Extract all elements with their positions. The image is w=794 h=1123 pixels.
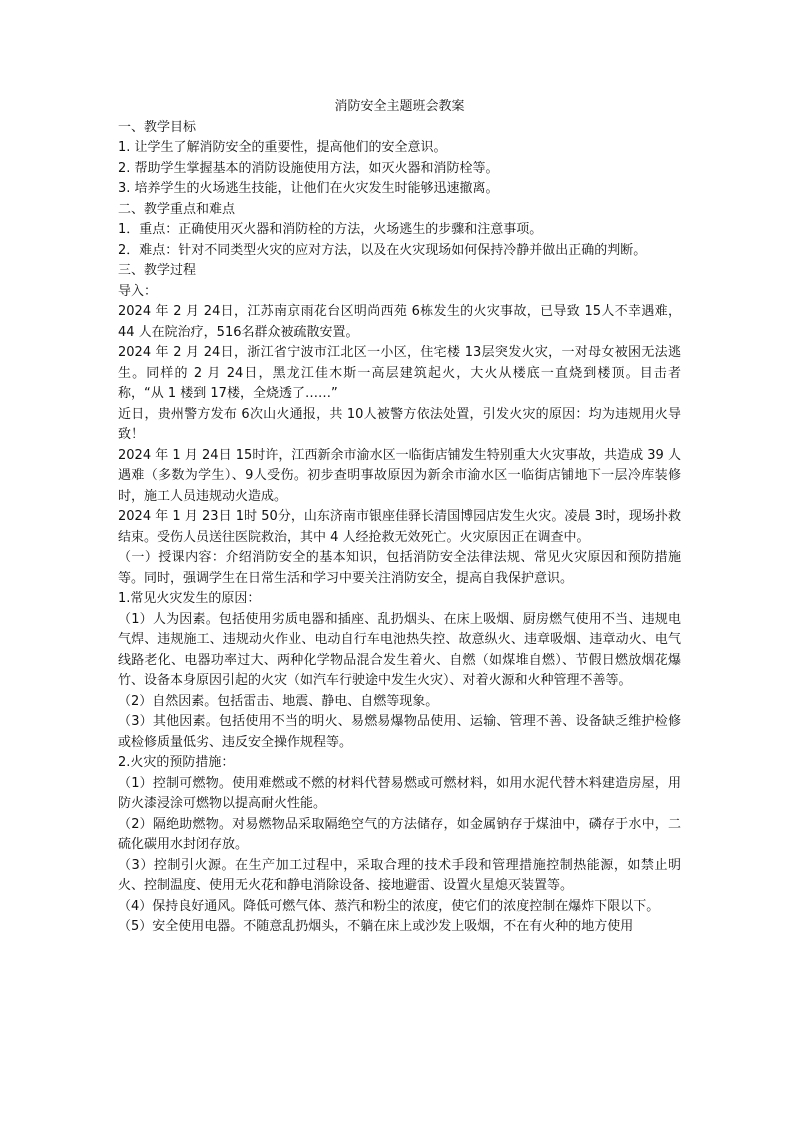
paragraph: 导入： xyxy=(118,283,158,299)
paragraph: 2024 年 2 月 24日，江苏南京雨花台区明尚西苑 6栋发生的火灾事故，已导致 15人不幸遇难，44 人在院治疗，516名群众被疏散安置。 xyxy=(118,304,681,340)
paragraph: （4）保持良好通风。降低可燃气体、蒸汽和粉尘的浓度，使它们的浓度控制在爆炸下限以下。 xyxy=(118,898,660,914)
paragraph: 2024 年 2 月 24日，浙江省宁波市江北区一小区，住宅楼 13层突发火灾，一对母女被困无法逃生。同样的 2 月 24日，黑龙江佳木斯一高层建筑起火，大火从楼底一直烧到楼顶。目击者称，“从 1 楼到 17楼，全烧透了……” xyxy=(118,345,681,401)
subheading-prevention: 2.火灾的预防措施： xyxy=(118,755,235,770)
paragraph: 近日，贵州警方发布 6次山火通报，共 10人被警方依法处置，引发火灾的原因：均为违规用火导致！ xyxy=(118,406,681,442)
section-heading-process: 三、教学过程 xyxy=(118,263,197,278)
paragraph: 1. 让学生了解消防安全的重要性，提高他们的安全意识。 xyxy=(118,140,447,155)
paragraph: （3）其他因素。包括使用不当的明火、易燃易爆物品使用、运输、管理不善、设备缺乏维护检修或检修质量低劣、违反安全操作规程等。 xyxy=(118,714,681,750)
document-page xyxy=(118,97,681,938)
paragraph: 2024 年 1 月 24日 15时许，江西新余市渝水区一临街店铺发生特别重大火灾事故，共造成 39 人遇难（多数为学生）、9人受伤。初步查明事故原因为新余市渝水区一临街店铺地下一层冷库装修时，施工人员违规动火造成。 xyxy=(118,447,681,504)
paragraph: （5）安全使用电器。不随意乱扔烟头，不躺在床上或沙发上吸烟，不在有火种的地方使用 xyxy=(118,919,634,934)
document-title: 消防安全主题班会教案 xyxy=(334,99,465,114)
subheading-causes: 1.常见火灾发生的原因： xyxy=(118,591,261,606)
paragraph: （1）人为因素。包括使用劣质电器和插座、乱扔烟头、在床上吸烟、厨房燃气使用不当、违规电气焊、违规施工、违规动火作业、电动自行车电池热失控、故意纵火、违章吸烟、违章动火、电气线路老化、电器功率过大、两种化学物品混合发生着火、自燃（如煤堆自燃）、节假日燃放烟花爆竹、设备本身原因引起的火灾（如汽车行驶途中发生火灾）、对着火源和火种管理不善等。 xyxy=(118,611,681,688)
paragraph: （一）授课内容：介绍消防安全的基本知识，包括消防安全法律法规、常见火灾原因和预防措施等。同时，强调学生在日常生活和学习中要关注消防安全，提高自我保护意识。 xyxy=(118,550,681,586)
paragraph: 2024 年 1 月 23日 1时 50分，山东济南市银座佳驿长清国博园店发生火灾。凌晨 3时，现场扑救结束。受伤人员送往医院救治，其中 4 人经抢救无效死亡。火灾原因正在调查中。 xyxy=(118,509,681,545)
section-heading-objectives: 一、教学目标 xyxy=(118,119,197,135)
paragraph: （3）控制引火源。在生产加工过程中，采取合理的技术手段和管理措施控制热能源，如禁止明火、控制温度、使用无火花和静电消除设备、接地避雷、设置火星熄灭装置等。 xyxy=(118,857,681,893)
paragraph: （1）控制可燃物。使用难燃或不燃的材料代替易燃或可燃材料，如用水泥代替木料建造房屋，用防火漆浸涂可燃物以提高耐火性能。 xyxy=(118,775,681,811)
paragraph: （2）自然因素。包括雷击、地震、静电、自燃等现象。 xyxy=(118,693,439,709)
section-heading-key-points: 二、教学重点和难点 xyxy=(118,201,236,217)
paragraph: 2．难点：针对不同类型火灾的应对方法，以及在火灾现场如何保持冷静并做出正确的判断。 xyxy=(118,242,647,258)
paragraph: 2. 帮助学生掌握基本的消防设施使用方法，如灭火器和消防栓等。 xyxy=(118,160,499,176)
paragraph: （2）隔绝助燃物。对易燃物品采取隔绝空气的方法储存，如金属钠存于煤油中，磷存于水中，二硫化碳用水封闭存放。 xyxy=(118,816,681,852)
paragraph: 3. 培养学生的火场逃生技能，让他们在火灾发生时能够迅速撤离。 xyxy=(118,181,499,196)
paragraph: 1．重点：正确使用灭火器和消防栓的方法，火场逃生的步骤和注意事项。 xyxy=(118,222,543,237)
